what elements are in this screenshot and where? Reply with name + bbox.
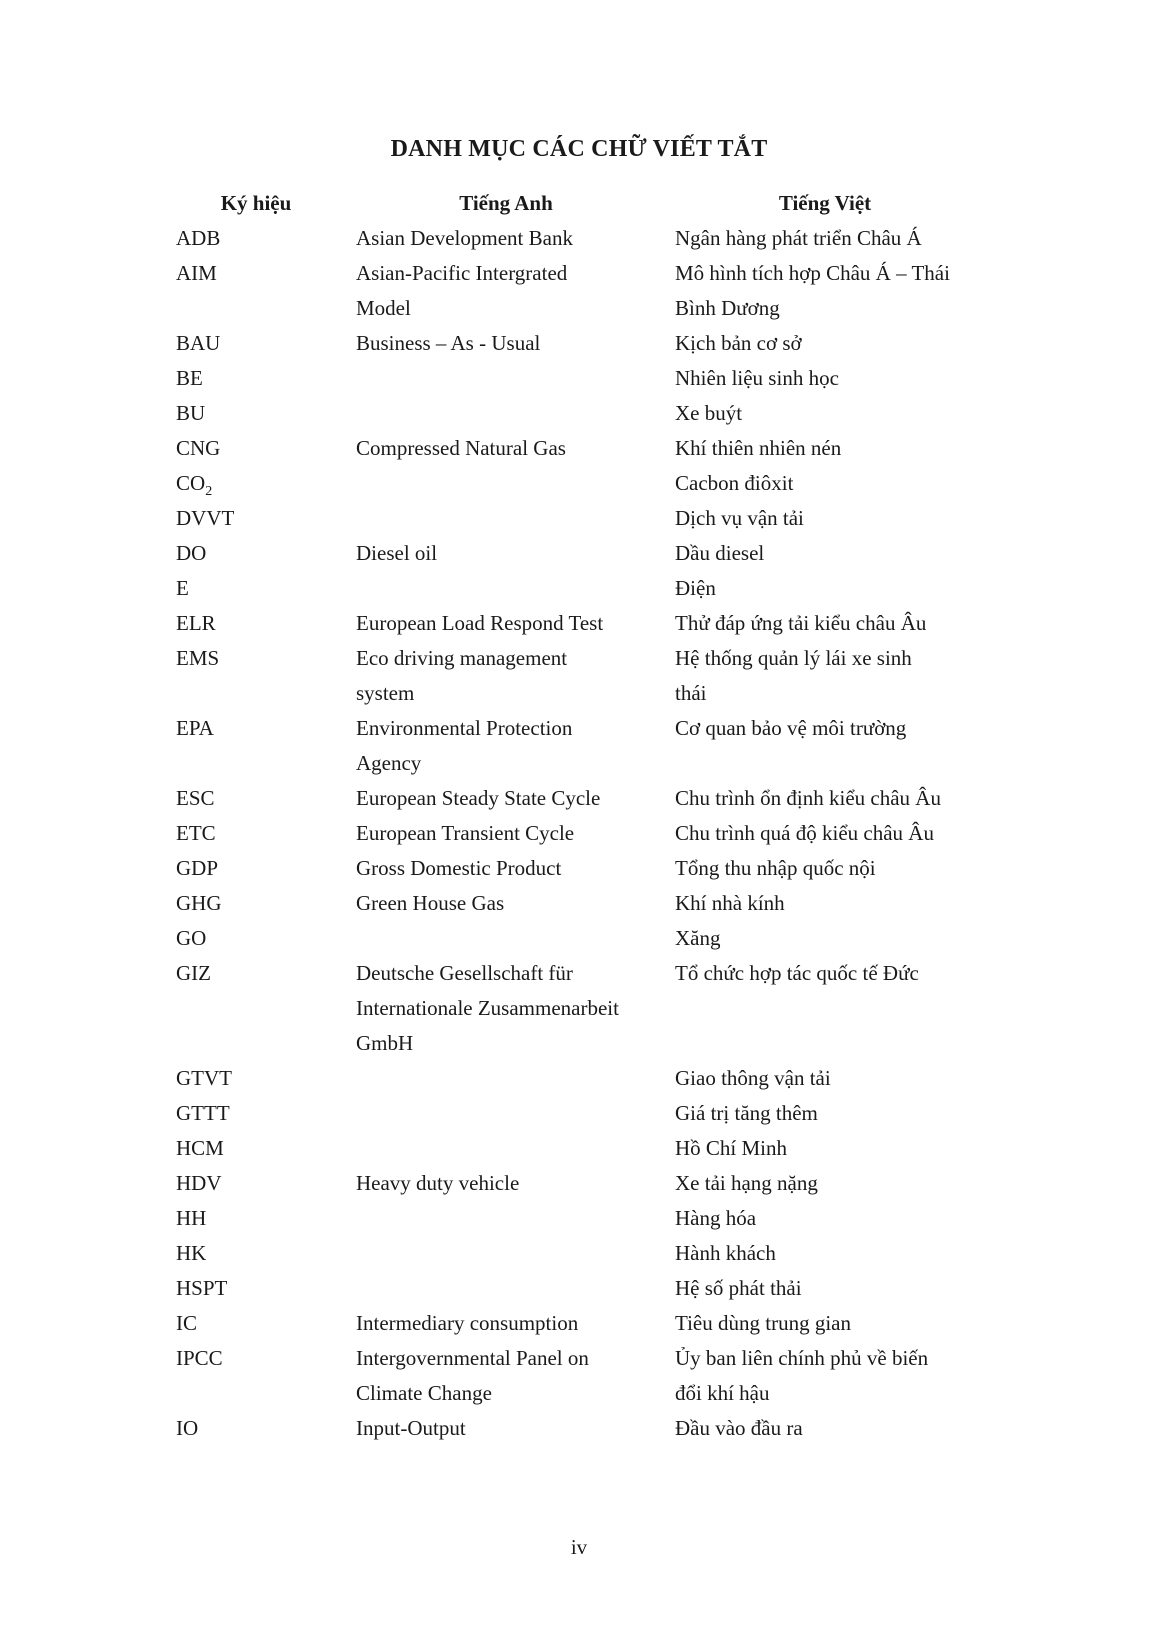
abbr-code: IC	[176, 1311, 197, 1335]
abbr-code: E	[176, 576, 189, 600]
table-row	[0, 1096, 1158, 1131]
abbr-english: Input-Output	[356, 1416, 466, 1440]
abbr-english: Deutsche Gesellschaft für Internationale Zusammenarbeit GmbH	[356, 961, 619, 1055]
header-vietnamese: Tiếng Việt	[778, 191, 872, 215]
table-row	[0, 1271, 1158, 1306]
abbr-vietnamese: Giá trị tăng thêm	[675, 1101, 818, 1125]
abbr-code: EMS	[176, 646, 220, 670]
abbr-code: HDV	[176, 1171, 222, 1195]
abbr-vietnamese: Dầu diesel	[675, 541, 765, 565]
table-row	[0, 816, 1158, 851]
table-row	[0, 1061, 1158, 1096]
abbr-vietnamese: Giao thông vận tải	[675, 1066, 831, 1090]
abbr-english: Business – As - Usual	[356, 331, 541, 355]
abbr-vietnamese: Hàng hóa	[675, 1206, 757, 1230]
table-row	[0, 921, 1158, 956]
abbr-code: ESC	[176, 786, 215, 810]
abbr-code: ELR	[176, 611, 216, 635]
abbr-vietnamese: Ủy ban liên chính phủ về biến đổi khí hậu	[675, 1346, 929, 1405]
abbr-vietnamese: Tiêu dùng trung gian	[675, 1311, 851, 1335]
abbr-english: Diesel oil	[356, 541, 438, 565]
table-row	[0, 1131, 1158, 1166]
abbr-vietnamese: Mô hình tích hợp Châu Á – Thái Bình Dương	[675, 261, 950, 320]
table-row	[0, 1236, 1158, 1271]
abbr-vietnamese: Cơ quan bảo vệ môi trường	[675, 716, 907, 740]
abbr-code: IO	[176, 1416, 199, 1440]
abbr-english: European Load Respond Test	[356, 611, 604, 635]
table-row	[0, 956, 1158, 1061]
table-header	[0, 186, 1158, 221]
abbr-code: BAU	[176, 331, 221, 355]
abbr-code: GHG	[176, 891, 222, 915]
table-row	[0, 326, 1158, 361]
abbr-english: European Transient Cycle	[356, 821, 575, 845]
abbr-code: DO	[176, 541, 207, 565]
abbr-code: DVVT	[176, 506, 235, 530]
abbr-vietnamese: Xăng	[675, 926, 721, 950]
abbr-vietnamese: Kịch bản cơ sở	[675, 331, 802, 355]
table-row	[0, 1411, 1158, 1446]
table-row	[0, 711, 1158, 781]
abbr-code: HCM	[176, 1136, 224, 1160]
page-number: iv	[570, 1535, 588, 1559]
abbr-vietnamese: Tổng thu nhập quốc nội	[675, 856, 876, 880]
abbr-code: GDP	[176, 856, 219, 880]
abbr-english: European Steady State Cycle	[356, 786, 601, 810]
abbr-code: CNG	[176, 436, 221, 460]
table-row	[0, 396, 1158, 431]
abbr-code: GTTT	[176, 1101, 230, 1125]
abbr-vietnamese: Chu trình quá độ kiểu châu Âu	[675, 821, 934, 845]
abbr-english: Asian Development Bank	[356, 226, 573, 250]
table-row	[0, 571, 1158, 606]
abbr-vietnamese: Dịch vụ vận tải	[675, 506, 804, 530]
abbr-code: GTVT	[176, 1066, 232, 1090]
abbr-vietnamese: Tổ chức hợp tác quốc tế Đức	[675, 961, 919, 985]
abbr-english: Eco driving management system	[356, 646, 568, 705]
table-row	[0, 1341, 1158, 1411]
table-row	[0, 1306, 1158, 1341]
header-english: Tiếng Anh	[459, 191, 553, 215]
abbr-vietnamese: Khí thiên nhiên nén	[675, 436, 842, 460]
abbr-english: Environmental Protection Agency	[356, 716, 573, 775]
abbr-vietnamese: Cacbon điôxit	[675, 471, 794, 495]
abbr-english: Compressed Natural Gas	[356, 436, 566, 460]
table-row	[0, 361, 1158, 396]
page-title: DANH MỤC CÁC CHỮ VIẾT TẮT	[390, 136, 768, 162]
abbr-english: Asian-Pacific Intergrated Model	[356, 261, 568, 320]
header-code: Ký hiệu	[220, 191, 292, 215]
abbr-code: $CO_2$	[176, 471, 213, 499]
abbr-code: BU	[176, 401, 206, 425]
abbr-code: GIZ	[176, 961, 211, 985]
abbr-english: Intergovernmental Panel on Climate Change	[356, 1346, 589, 1405]
abbr-vietnamese: Khí nhà kính	[675, 891, 785, 915]
abbr-code: EPA	[176, 716, 214, 740]
abbr-vietnamese: Thử đáp ứng tải kiểu châu Âu	[675, 611, 927, 635]
abbr-vietnamese: Xe tải hạng nặng	[675, 1171, 818, 1195]
table-row	[0, 606, 1158, 641]
table-row	[0, 431, 1158, 466]
abbr-code: HH	[176, 1206, 207, 1230]
abbr-vietnamese: Ngân hàng phát triển Châu Á	[675, 226, 922, 250]
abbr-code: AIM	[176, 261, 217, 285]
table-row	[0, 221, 1158, 256]
abbr-english: Gross Domestic Product	[356, 856, 562, 880]
abbr-vietnamese: Xe buýt	[675, 401, 743, 425]
table-row	[0, 536, 1158, 571]
abbr-code: BE	[176, 366, 203, 390]
abbr-code: GO	[176, 926, 207, 950]
abbr-code: HK	[176, 1241, 207, 1265]
table-row	[0, 781, 1158, 816]
table-row	[0, 466, 1158, 501]
abbr-vietnamese: Chu trình ổn định kiểu châu Âu	[675, 786, 941, 810]
abbr-code: HSPT	[176, 1276, 228, 1300]
abbr-vietnamese: Điện	[675, 576, 716, 600]
abbr-code: ETC	[176, 821, 216, 845]
abbreviation-table	[0, 186, 1158, 1446]
abbr-vietnamese: Hồ Chí Minh	[675, 1136, 788, 1160]
abbr-vietnamese: Đầu vào đầu ra	[675, 1416, 803, 1440]
table-row	[0, 886, 1158, 921]
abbr-vietnamese: Hệ số phát thải	[675, 1276, 802, 1300]
abbr-english: Intermediary consumption	[356, 1311, 579, 1335]
abbr-code: IPCC	[176, 1346, 223, 1370]
table-row	[0, 641, 1158, 711]
table-row	[0, 256, 1158, 326]
abbr-vietnamese: Hành khách	[675, 1241, 776, 1265]
table-row	[0, 1166, 1158, 1201]
table-row	[0, 501, 1158, 536]
table-row	[0, 851, 1158, 886]
abbr-vietnamese: Nhiên liệu sinh học	[675, 366, 839, 390]
abbr-english: Green House Gas	[356, 891, 505, 915]
abbr-code: ADB	[176, 226, 221, 250]
table-row	[0, 1201, 1158, 1236]
abbr-english: Heavy duty vehicle	[356, 1171, 520, 1195]
abbr-vietnamese: Hệ thống quản lý lái xe sinh thái	[675, 646, 912, 705]
